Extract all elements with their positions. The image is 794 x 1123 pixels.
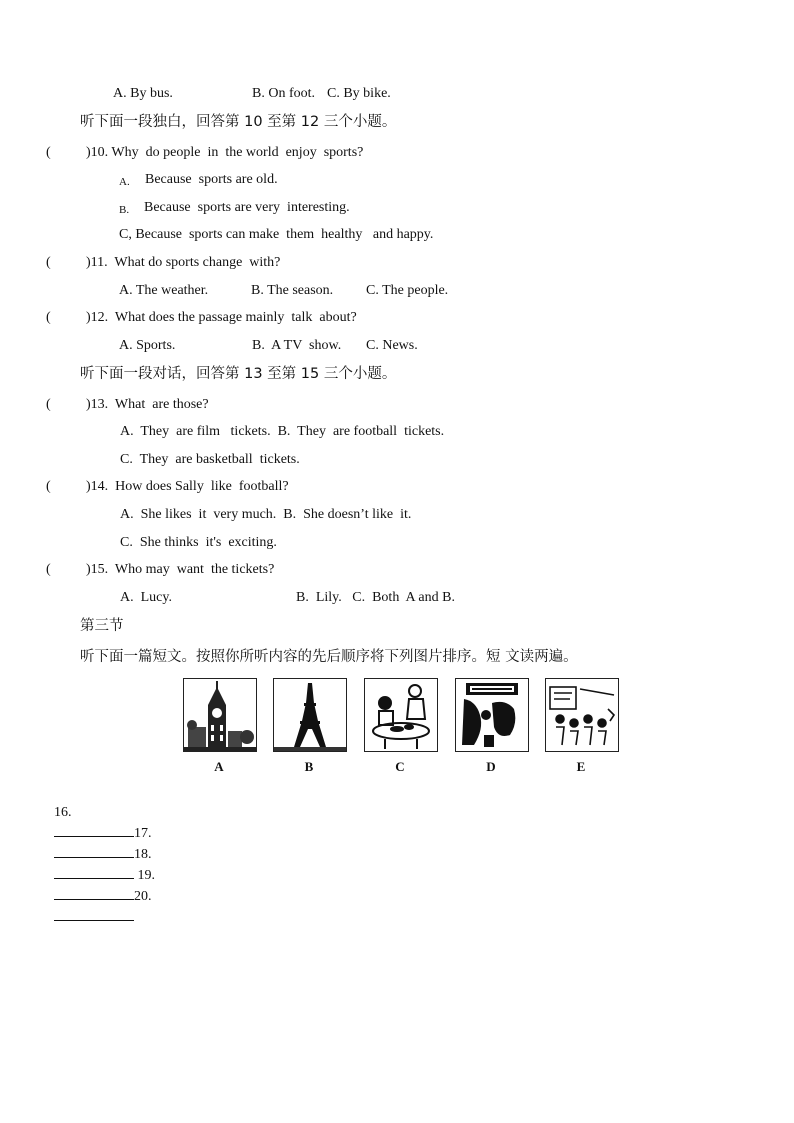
q11-option-a: A. The weather. [119, 283, 209, 298]
q13-question: )13. What are those? [86, 397, 209, 412]
q12-question: )12. What does the passage mainly talk about? [86, 310, 357, 325]
family-meal-icon [364, 678, 438, 752]
q12-paren: ( [46, 310, 51, 325]
q10-option-b: Because sports are very interesting. [144, 200, 350, 215]
crowd-scene-icon [545, 678, 619, 752]
q9-option-b: B. On foot. [252, 86, 315, 101]
q12-option-a: A. Sports. [119, 338, 176, 353]
answer-row [47, 786, 155, 927]
big-ben-icon [183, 678, 257, 752]
q10-option-b-letter: B. [119, 204, 130, 216]
answer-blank-19[interactable] [54, 885, 134, 900]
q14-paren: ( [46, 479, 51, 494]
q11-option-b: B. The season. [251, 283, 334, 298]
picture-label-b: B [304, 759, 314, 774]
q12-option-b: B. A TV show. [252, 338, 342, 353]
q14-question: )14. How does Sally like football? [86, 479, 289, 494]
q14-option-c: C. She thinks it's exciting. [120, 535, 277, 550]
answer-number-16: 16. [54, 805, 72, 820]
q13-paren: ( [46, 397, 51, 412]
picture-label-c: C [395, 759, 405, 774]
q15-paren: ( [46, 562, 51, 577]
q10-question: )10. Why do people in the world enjoy sports? [86, 145, 364, 160]
picture-label-d: D [486, 759, 496, 774]
section3-title: 第三节 [80, 618, 124, 634]
answer-blank-20[interactable] [54, 906, 134, 921]
q15-question: )15. Who may want the tickets? [86, 562, 275, 577]
q15-option-a: A. Lucy. [120, 590, 172, 605]
section-intro-monologue: 听下面一段独白，回答第 10 至第 12 三个小题。 [80, 114, 397, 130]
q11-option-c: C. The people. [366, 283, 449, 298]
poster-icon [455, 678, 529, 752]
q13-option-c: C. They are basketball tickets. [120, 452, 300, 467]
q9-option-a: A. By bus. [113, 86, 173, 101]
section3-instruction: 听下面一篇短文。按照你所听内容的先后顺序将下列图片排序。短 文读两遍。 [80, 649, 578, 665]
q11-paren: ( [46, 255, 51, 270]
answer-number-19: 19. [137, 868, 155, 883]
q9-option-c: C. By bike. [327, 86, 391, 101]
picture-label-e: E [576, 759, 586, 774]
picture-label-a: A [214, 759, 224, 774]
q15-options-bc: B. Lily. C. Both A and B. [296, 590, 455, 605]
q10-paren: ( [46, 145, 51, 160]
eiffel-tower-icon [273, 678, 347, 752]
q11-question: )11. What do sports change with? [86, 255, 281, 270]
q10-option-c: C, Because sports can make them healthy and happy. [119, 227, 434, 242]
q12-option-c: C. News. [366, 338, 418, 353]
section-intro-dialogue: 听下面一段对话，回答第 13 至第 15 三个小题。 [80, 366, 397, 382]
answer-number-17: 17. [134, 826, 152, 841]
answer-number-20: 20. [134, 889, 152, 904]
answer-number-18: 18. [134, 847, 152, 862]
answer-blank-17[interactable] [54, 843, 134, 858]
answer-blank-18[interactable] [54, 864, 134, 879]
q10-option-a-letter: A. [119, 176, 130, 188]
answer-blank-16[interactable] [54, 822, 134, 837]
q10-option-a: Because sports are old. [145, 172, 278, 187]
q14-options-ab: A. She likes it very much. B. She doesn’t like it. [120, 507, 412, 522]
q13-options-ab: A. They are film tickets. B. They are football tickets. [120, 424, 445, 439]
